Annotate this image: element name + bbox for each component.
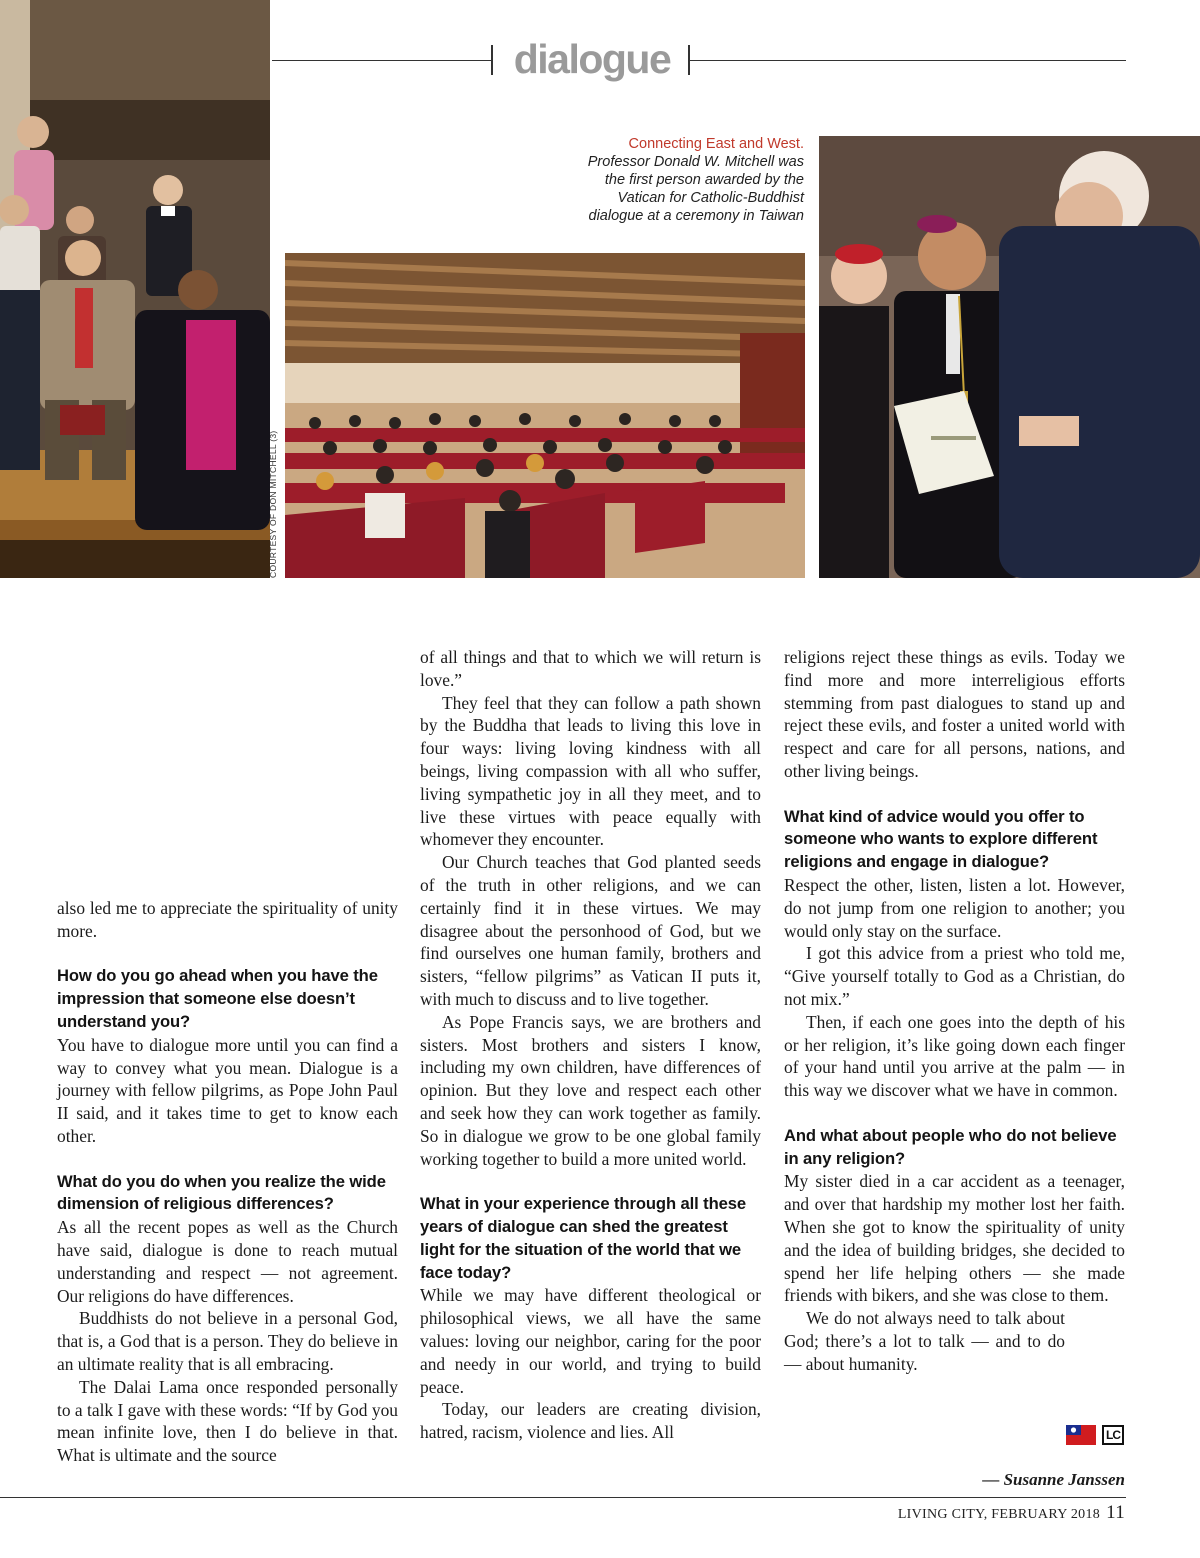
body-paragraph: I got this advice from a priest who told me, “Give yourself totally to God as a Christian, do not mix.” [784, 943, 1125, 1009]
author-byline: — Susanne Janssen [982, 1470, 1125, 1489]
interview-question: What in your experience through all these years of dialogue can shed the greatest light for the situation of the world that we face today? [420, 1194, 746, 1282]
article-column-3 [784, 646, 1125, 1376]
body-paragraph: of all things and that to which we will return is love.” [420, 647, 761, 690]
award-ceremony-photo [819, 136, 1200, 578]
body-paragraph: My sister died in a car accident as a teenager, and over that hardship my mother lost her faith. When she got to know the spirituality of unity and the idea of building bridges, she decided to spend her life helping others — she made friends with bikers, and she was close to them. [784, 1171, 1125, 1306]
header-rule-right [690, 60, 1126, 61]
caption-body: Professor Donald W. Mitchell was the first person awarded by the Vatican for Catholic-Buddhist dialogue at a ceremony in Taiwan [587, 154, 804, 224]
interview-question: What kind of advice would you offer to someone who wants to explore different religions and engage in dialogue? [784, 806, 1098, 872]
interview-question: What do you do when you realize the wide dimension of religious differences? [57, 1171, 386, 1214]
end-marks [1066, 1425, 1124, 1445]
caption-headline: Connecting East and West. [628, 136, 804, 152]
lc-logo: LC [1102, 1425, 1124, 1445]
body-paragraph: We do not always need to talk about God; there’s a lot to talk — and to do — about humanity. [784, 1308, 1065, 1374]
conference-hall-photo [285, 253, 805, 578]
article-column-1 [57, 897, 398, 1467]
body-paragraph: Our Church teaches that God planted seeds of the truth in other religions, and we can certainly find it in these virtues. We may disagree about the personhood of God, but we find ourselves one human family, brothers and sisters, “fellow pilgrims” as Vatican II puts it, with much to discuss and to live together. [420, 852, 761, 1009]
body-paragraph: also led me to appreciate the spirituality of unity more. [57, 898, 398, 941]
photo-caption [572, 135, 804, 225]
page-footer [898, 1502, 1125, 1524]
body-paragraph: They feel that they can follow a path shown by the Buddha that leads to living this love in four ways: living loving kindness with all beings, living compassion with all who suffer, living sympathetic joy in all they meet, and to live these virtues with peace equally with whomever they encounter. [420, 692, 761, 850]
body-paragraph: Buddhists do not believe in a personal God, that is, a God that is a person. They do believe in an ultimate reality that is all embracing. [57, 1308, 398, 1374]
body-paragraph: You have to dialogue more until you can find a way to convey what you mean. Dialogue is a journey with fellow pilgrims, as Pope John Paul II said, and it takes time to get to know each other. [57, 1034, 398, 1146]
interview-question: How do you go ahead when you have the impression that someone else doesn’t understand you? [57, 966, 378, 1031]
page-number: 11 [1106, 1502, 1125, 1523]
taiwan-flag-icon [1066, 1425, 1096, 1445]
section-title: dialogue [513, 36, 671, 82]
body-paragraph: religions reject these things as evils. Today we find more and more interreligious efforts stemming from past dialogues to stand up and reject these evils, and foster a united world with respect and care for all persons, nations, and other living beings. [784, 647, 1125, 781]
body-paragraph: Respect the other, listen, listen a lot. However, do not jump from one religion to another; you would only stay on the surface. [784, 874, 1125, 941]
interview-question: And what about people who do not believe in any religion? [784, 1125, 1117, 1168]
body-paragraph: As Pope Francis says, we are brothers and sisters. Most brothers and sisters I know, including my own children, have differences of opinion. But they love and respect each other and seek how they can work together as family. So in dialogue we grow to be one global family working together to build a more united world. [420, 1011, 761, 1169]
group-photo [0, 0, 270, 578]
publication-name: LIVING CITY, FEBRUARY 2018 [897, 1507, 1101, 1522]
body-paragraph: Then, if each one goes into the depth of his or her religion, it’s like going down each finger of your hand until you arrive at the palm — in this way we discover what we have in common. [784, 1011, 1125, 1101]
article-column-2 [420, 646, 761, 1444]
body-paragraph: Today, our leaders are creating division, hatred, racism, violence and lies. All [420, 1399, 761, 1443]
footer-rule [0, 1497, 1126, 1498]
photo-credit: COURTESY OF DON MITCHELL (3) [268, 430, 278, 578]
header-rule-left [272, 60, 492, 61]
body-paragraph: The Dalai Lama once responded personally to a talk I gave with these words: “If by God you mean infinite love, then I do believe in that. What is ultimate and the source [57, 1376, 398, 1466]
body-paragraph: As all the recent popes as well as the Church have said, dialogue is done to reach mutual understanding and respect — not agreement. Our religions do have differences. [57, 1217, 398, 1306]
body-paragraph: While we may have different theological or philosophical views, we all have the same values: loving our neighbor, caring for the poor and needy in our world, and trying to build peace. [420, 1285, 761, 1397]
